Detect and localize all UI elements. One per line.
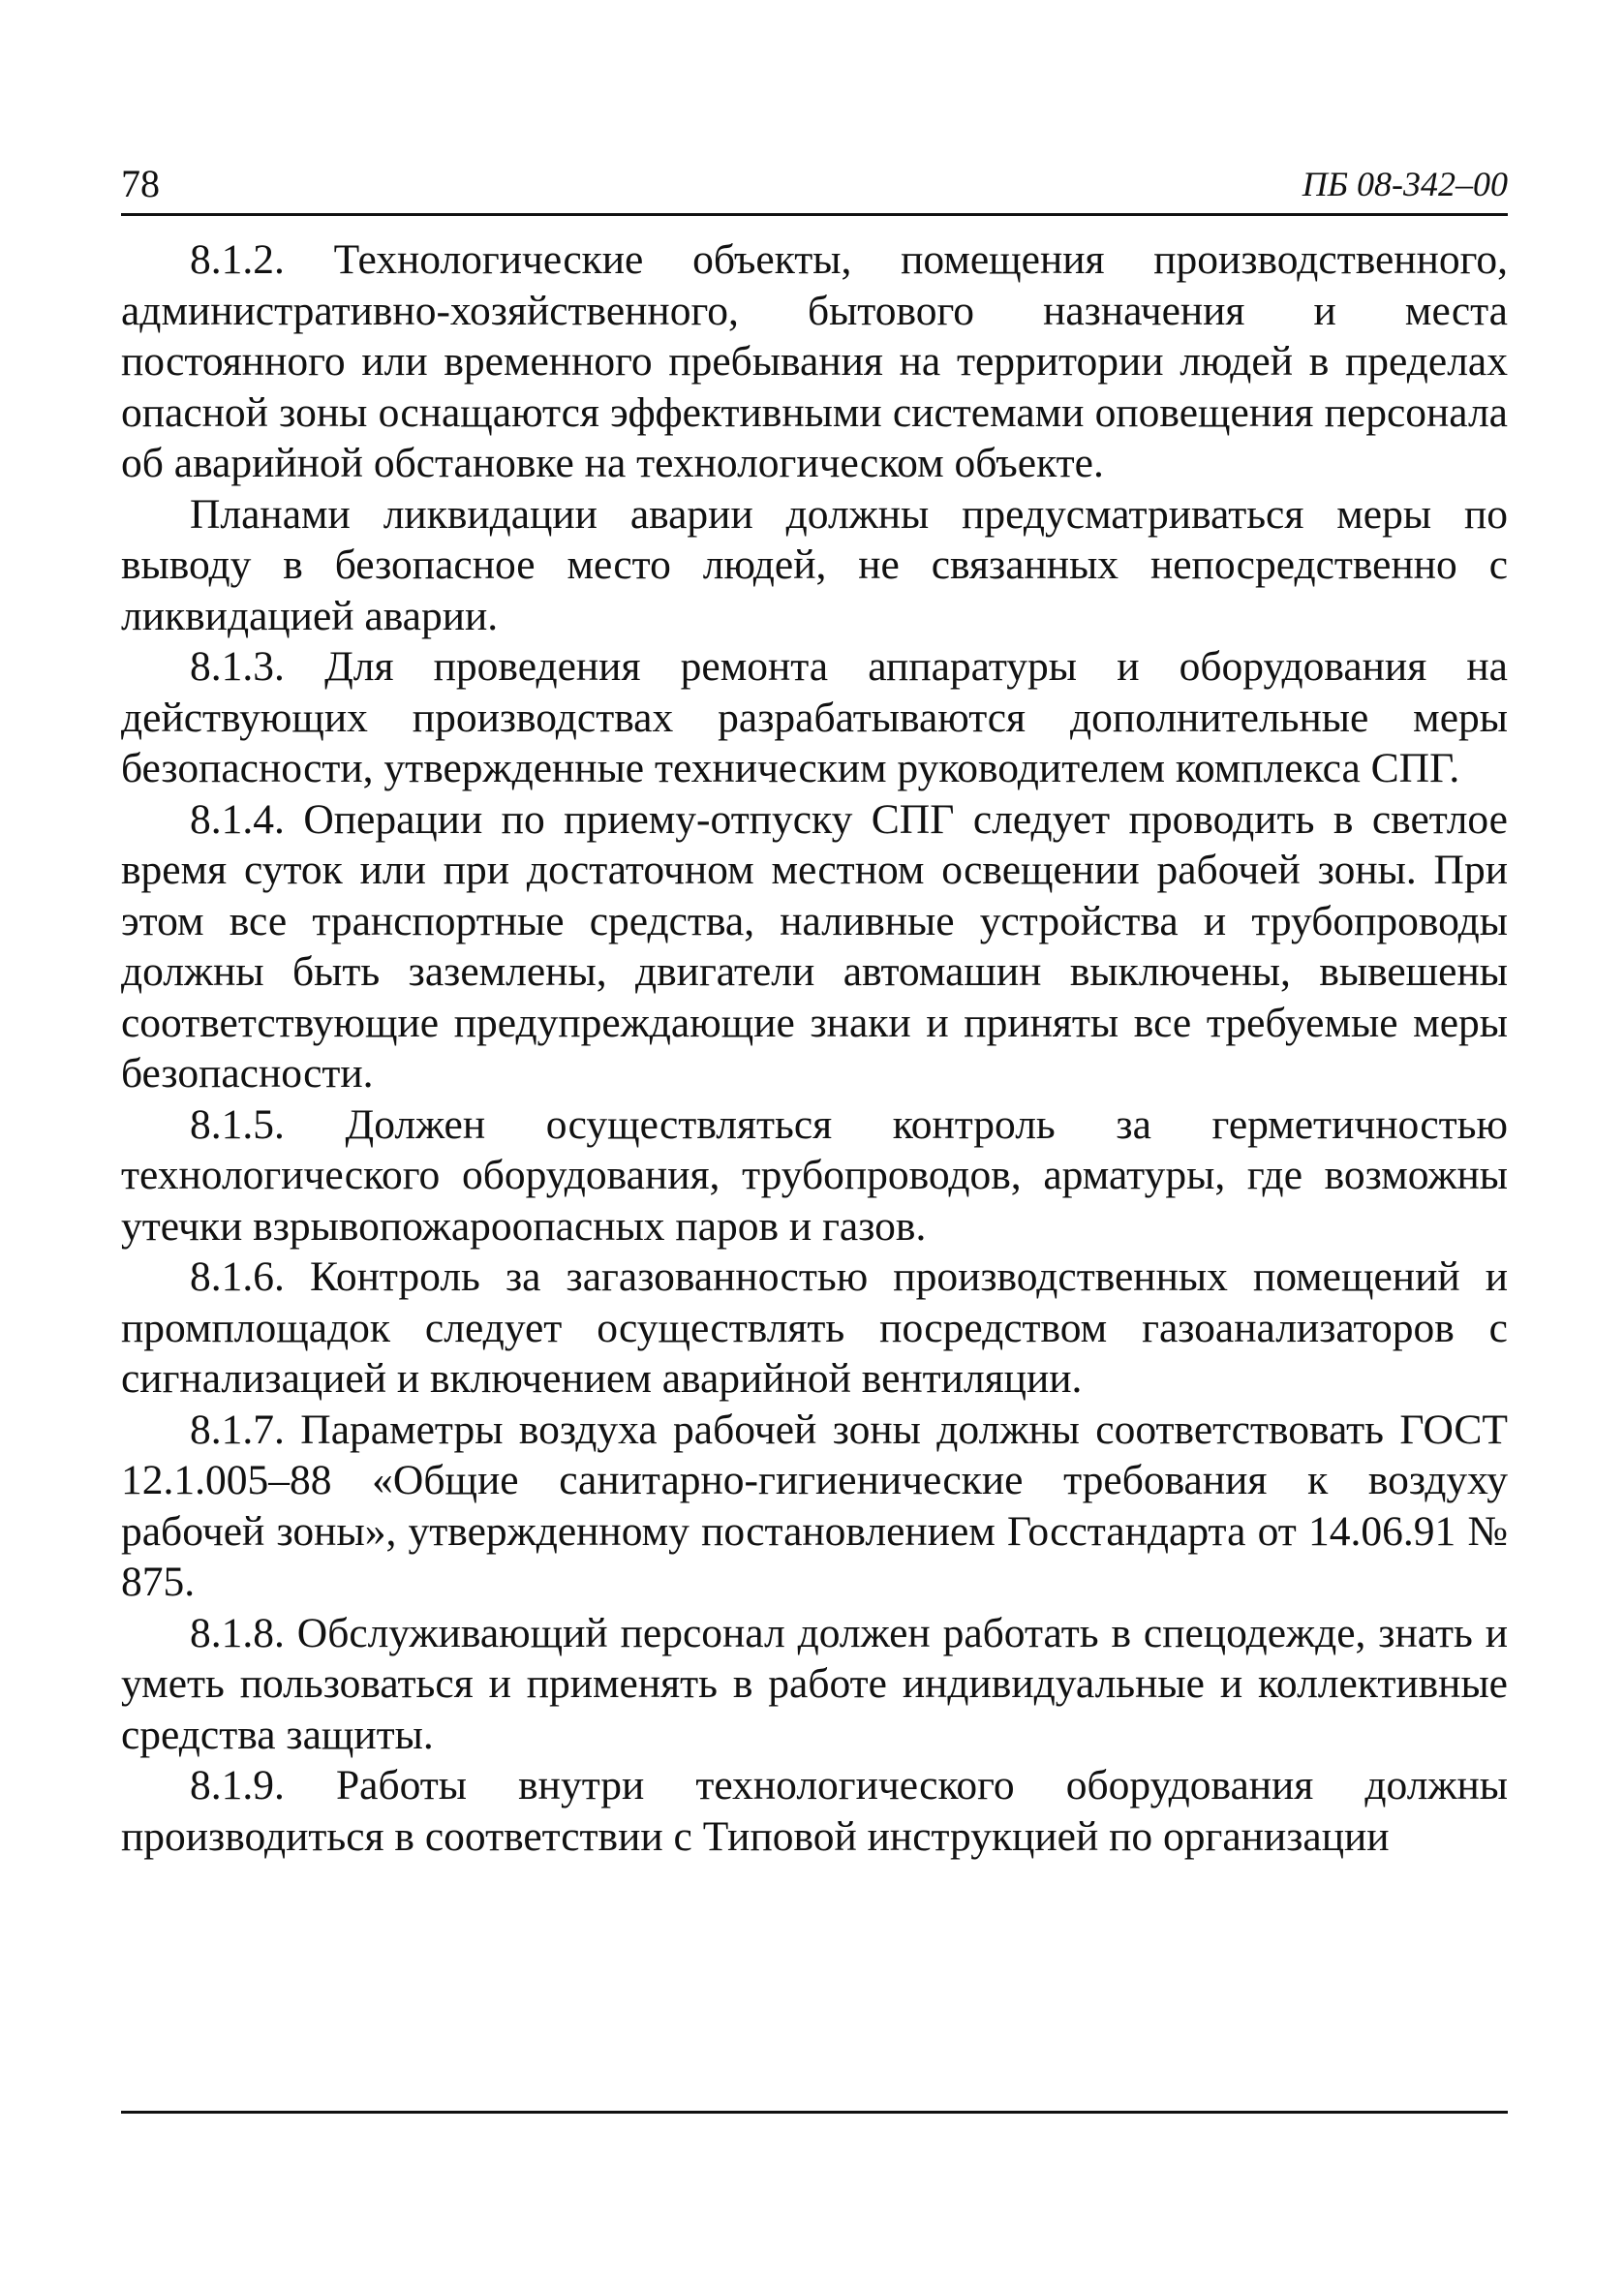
paragraph-8-1-9: 8.1.9. Работы внутри технологического оборудования должны производиться в соответствии с Типовой инструкцией по организации xyxy=(121,1762,1508,1860)
footer-rule xyxy=(121,2111,1508,2114)
page-number: 78 xyxy=(121,162,160,205)
paragraph-evacuation-plans: Планами ликвидации аварии должны предусматриваться меры по выводу в безопасное место людей, не связанных непосредственно с ликвидацией аварии. xyxy=(121,490,1508,639)
paragraph-8-1-6: 8.1.6. Контроль за загазованностью производственных помещений и промплощадок следует осуществлять посредством газоанализаторов с сигнализацией и включением аварийной вентиляции. xyxy=(121,1253,1508,1402)
running-title: ПБ 08-342–00 xyxy=(1302,165,1508,203)
paragraph-8-1-8: 8.1.8. Обслуживающий персонал должен работать в спецодежде, знать и уметь пользоваться и применять в работе индивидуальные и коллективные средства защиты. xyxy=(121,1609,1508,1758)
paragraph-8-1-7: 8.1.7. Параметры воздуха рабочей зоны должны соответствовать ГОСТ 12.1.005–88 «Общие санитарно-гигиенические требования к воздуху рабочей зоны», утвержденному постановлением Госстандарта от 14.06.91 № 875. xyxy=(121,1406,1508,1605)
paragraph-8-1-5: 8.1.5. Должен осуществляться контроль за герметичностью технологического оборудования, трубопроводов, арматуры, где возможны утечки взрывопожароопасных паров и газов. xyxy=(121,1100,1508,1250)
page-body xyxy=(121,234,1508,1862)
paragraph-8-1-4: 8.1.4. Операции по приему-отпуску СПГ следует проводить в светлое время суток или при достаточном местном освещении рабочей зоны. При этом все транспортные средства, наливные устройства и трубопроводы должны быть заземлены, двигатели автомашин выключены, вывешены соответствующие предупреждающие знаки и приняты все требуемые меры безопасности. xyxy=(121,795,1508,1097)
page-header xyxy=(121,155,1508,213)
header-rule xyxy=(121,213,1508,216)
paragraph-8-1-2: 8.1.2. Технологические объекты, помещения производственного, административно-хозяйственного, бытового назначения и места постоянного или временного пребывания на территории людей в пределах опасной зоны оснащаются эффективными системами оповещения персонала об аварийной обстановке на технологическом объекте. xyxy=(121,236,1508,486)
paragraph-8-1-3: 8.1.3. Для проведения ремонта аппаратуры и оборудования на действующих производствах разрабатываются дополнительные меры безопасности, утвержденные техническим руководителем комплекса СПГ. xyxy=(121,643,1508,791)
